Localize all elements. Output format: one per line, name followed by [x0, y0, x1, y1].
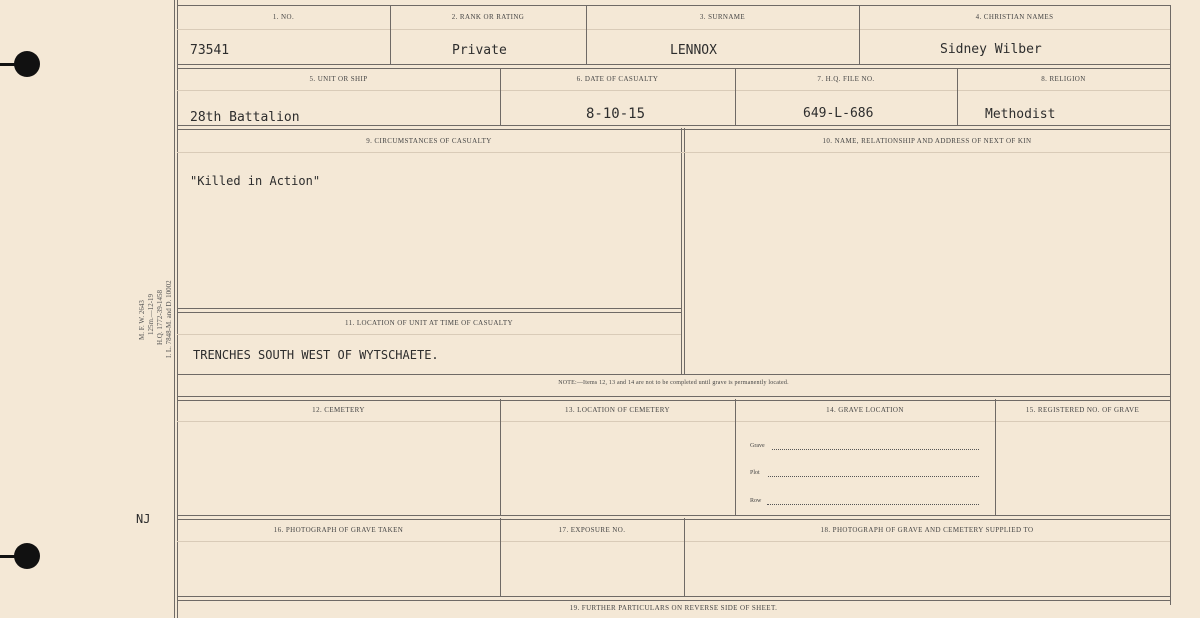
header-date: 6. DATE OF CASUALTY — [576, 75, 659, 83]
punch-hole-top-line — [0, 63, 20, 66]
value-religion: Methodist — [985, 107, 1056, 122]
value-no: 73541 — [190, 43, 230, 58]
form-print-run: 125m.—12-19 — [147, 293, 155, 335]
plot-row-label: Plot — [750, 470, 760, 476]
value-rank: Private — [452, 43, 507, 58]
value-christian-names: Sidney Wilber — [940, 42, 1042, 57]
header-cemetery: 12. CEMETERY — [312, 406, 365, 414]
form-hq-ref: H.Q. 1772-39-1458 — [156, 289, 164, 345]
header-grave-location: 14. GRAVE LOCATION — [826, 406, 904, 414]
value-date: 8-10-15 — [586, 106, 646, 122]
header-unit: 5. UNIT OR SHIP — [309, 75, 368, 83]
header-surname: 3. SURNAME — [699, 13, 746, 21]
value-surname: LENNOX — [670, 43, 717, 58]
row-row-label: Row — [750, 498, 762, 504]
grave-row-label: Grave — [750, 443, 765, 449]
value-location: TRENCHES SOUTH WEST OF WYTSCHAETE. — [193, 348, 439, 362]
header-next-of-kin: 10. NAME, RELATIONSHIP AND ADDRESS OF NEXT OF KIN — [822, 137, 1032, 145]
form-il-ref: I. L. 7848-M. and D. 10002 — [165, 280, 173, 358]
header-circumstances: 9. CIRCUMSTANCES OF CASUALTY — [366, 137, 492, 145]
header-location: 11. LOCATION OF UNIT AT TIME OF CASUALTY — [345, 319, 513, 327]
header-registered-no: 15. REGISTERED NO. OF GRAVE — [1025, 406, 1140, 414]
footer-further-particulars: 19. FURTHER PARTICULARS ON REVERSE SIDE OF SHEET. — [569, 604, 778, 612]
header-rank: 2. RANK OR RATING — [451, 13, 525, 21]
value-hq-file: 649-L-686 — [803, 106, 874, 121]
form-number: M. F. W. 2643 — [138, 300, 146, 340]
header-religion: 8. RELIGION — [1041, 75, 1086, 83]
clerk-initials: NJ — [136, 512, 151, 526]
value-circumstances: "Killed in Action" — [190, 174, 321, 188]
note-text: NOTE:—Items 12, 13 and 14 are not to be completed until grave is permanently located. — [558, 380, 789, 386]
header-christian-names: 4. CHRISTIAN NAMES — [975, 13, 1054, 21]
header-no: 1. NO. — [272, 13, 295, 21]
value-unit: 28th Battalion — [190, 110, 300, 125]
punch-hole-bottom-line — [0, 555, 20, 558]
header-hq-file: 7. H.Q. FILE NO. — [817, 75, 875, 83]
header-photograph: 16. PHOTOGRAPH OF GRAVE TAKEN — [273, 526, 404, 534]
header-cemetery-location: 13. LOCATION OF CEMETERY — [565, 406, 670, 414]
header-exposure: 17. EXPOSURE NO. — [558, 526, 626, 534]
header-supplied-to: 18. PHOTOGRAPH OF GRAVE AND CEMETERY SUPPLIED TO — [820, 526, 1034, 534]
